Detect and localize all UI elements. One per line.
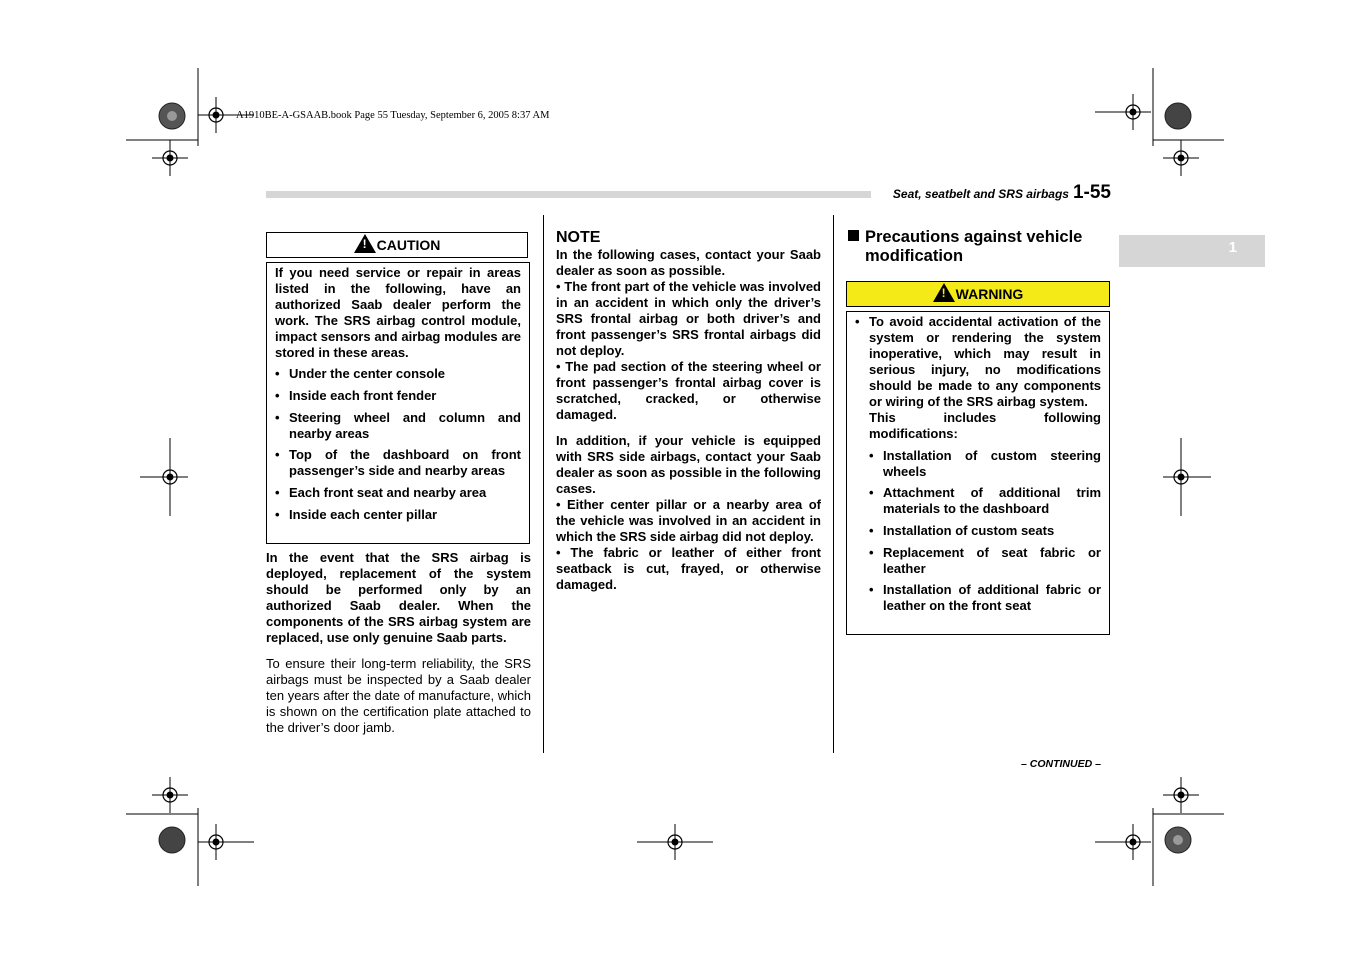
caution-intro: If you need service or repair in areas listed in the following, have an authorized Saab dealer perform the work. The SRS airbag control module, impact sensors and airbag modules are stored in these areas. — [275, 265, 521, 360]
note-paragraph: • Either center pillar or a nearby area of the vehicle was involved in an accident in which the SRS side airbag did not deploy. — [556, 497, 821, 544]
warning-list — [855, 314, 1101, 614]
deployment-paragraph: In the event that the SRS airbag is deployed, replacement of the system should be performed only by an authorized Saab dealer. When the components of the SRS airbag system are replaced, use only genuine Saab parts. — [266, 550, 531, 645]
continued-label: – CONTINUED – — [1021, 758, 1101, 770]
inspection-paragraph: To ensure their long-term reliability, the SRS airbags must be inspected by a Saab dealer ten years after the date of manufacture, which is shown on the certification plate attached to the driver’s door jamb. — [266, 656, 531, 735]
warning-triangle-icon: ! — [933, 283, 955, 302]
caution-list — [275, 366, 521, 523]
note-paragraph: • The fabric or leather of either front seatback is cut, frayed, or otherwise damaged. — [556, 545, 821, 592]
square-bullet-icon — [848, 230, 859, 241]
modification-list — [869, 448, 1101, 614]
column-divider — [543, 215, 544, 753]
note-paragraph: In the following cases, contact your Saab dealer as soon as possible. — [556, 247, 821, 278]
list-item — [855, 314, 1101, 614]
list-item: • Steering wheel and column and nearby areas — [275, 410, 521, 442]
list-item: • Inside each center pillar — [275, 507, 521, 523]
page-number: 1-55 — [1072, 182, 1111, 203]
caution-box — [266, 262, 530, 544]
list-item: • Replacement of seat fabric or leather — [869, 545, 1101, 577]
list-item: • Top of the dashboard on front passenger’s side and nearby areas — [275, 447, 521, 479]
note-paragraph: • The front part of the vehicle was involved in an accident in which only the driver’s SRS frontal airbag or both driver’s and front passenger’s SRS frontal airbags did not deploy. — [556, 279, 821, 358]
caution-header — [266, 232, 528, 258]
list-item: • Installation of additional fabric or leather on the front seat — [869, 582, 1101, 614]
running-header — [893, 182, 1111, 204]
print-info-line: A1910BE-A-GSAAB.book Page 55 Tuesday, September 6, 2005 8:37 AM — [236, 110, 550, 121]
column-1-text — [266, 550, 531, 736]
list-item: • Inside each front fender — [275, 388, 521, 404]
note-paragraph: • The pad section of the steering wheel or front passenger’s frontal airbag cover is scratched, cracked, or otherwise damaged. — [556, 359, 821, 422]
warning-intro: To avoid accidental activation of the system or rendering the system inoperative, which may result in serious injury, no modifications should be made to any components or wiring of the SRS airbag system. — [869, 314, 1101, 409]
section-heading: Precautions against vehicle modification — [848, 228, 1110, 266]
list-item: • Attachment of additional trim materials to the dashboard — [869, 485, 1101, 517]
list-item: • Each front seat and nearby area — [275, 485, 521, 501]
note-title: NOTE — [556, 229, 601, 246]
caution-label: CAUTION — [376, 237, 441, 253]
section-name: Seat, seatbelt and SRS airbags — [892, 187, 1069, 201]
warning-box — [846, 311, 1110, 635]
warning-intro-2: This includes following modifications: — [869, 410, 1101, 441]
warning-header — [846, 281, 1110, 307]
warning-label: WARNING — [955, 286, 1024, 302]
caution-triangle-icon: ! — [354, 234, 376, 253]
note-paragraph: In addition, if your vehicle is equipped with SRS side airbags, contact your Saab dealer as soon as possible in the following cases. — [556, 433, 821, 496]
list-item: • Installation of custom seats — [869, 523, 1101, 539]
note-block — [556, 229, 821, 593]
column-divider — [833, 215, 834, 753]
list-item: • Installation of custom steering wheels — [869, 448, 1101, 480]
chapter-tab: 1 — [1119, 235, 1265, 267]
header-bar — [266, 191, 871, 198]
list-item: • Under the center console — [275, 366, 521, 382]
